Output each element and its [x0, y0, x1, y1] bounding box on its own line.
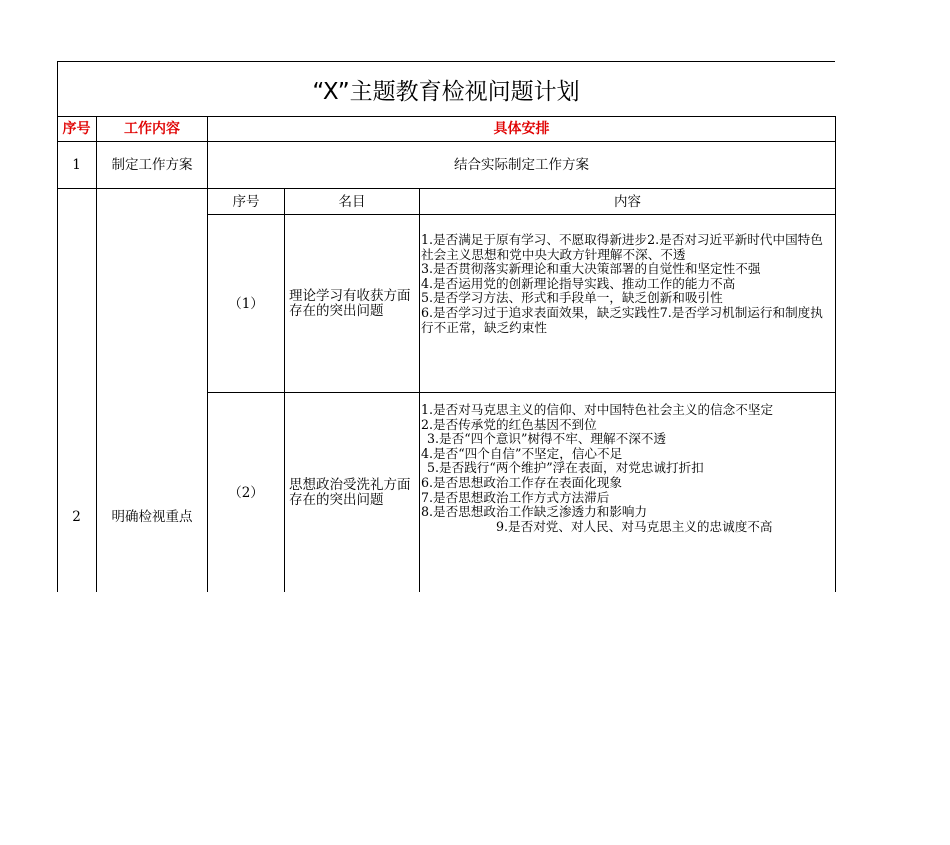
border-right — [835, 116, 836, 592]
border-col-name — [419, 188, 420, 592]
item2-line: 7.是否思想政治工作方式方法滞后 — [421, 489, 610, 505]
item1-line: 1.是否满足于原有学习、不愿取得新进步2.是否对习近平新时代中国特色社会主义思想和党中央大政方针理解不深、不透 — [421, 232, 823, 262]
row1-work: 制定工作方案 — [111, 157, 193, 173]
border-top — [57, 61, 835, 62]
header-arrange: 具体安排 — [493, 121, 550, 137]
row1-seq: 1 — [72, 157, 81, 173]
item1-line: 4.是否运用党的创新理论指导实践、推动工作的能力不高 — [421, 275, 736, 291]
item2-line: 3.是否“四个意识”树得不牢、理解不深不透 — [427, 431, 666, 447]
item1-name-text: 理论学习有收获方面存在的突出问题 — [289, 287, 411, 319]
item2-seq: （2） — [228, 484, 264, 501]
item1-name — [285, 215, 419, 392]
item1-line: 6.是否学习过于追求表面效果，缺乏实践性7.是否学习机制运行和制度执行不正常，缺乏约束性 — [421, 304, 823, 335]
item2-line: 9.是否对党、对人民、对马克思主义的忠诚度不高 — [496, 518, 773, 534]
document-title: “X”主题教育检视问题计划 — [312, 78, 580, 105]
row2-work: 明确检视重点 — [111, 509, 193, 525]
subheader-content: 内容 — [614, 193, 641, 210]
subheader-seq: 序号 — [232, 193, 260, 210]
item2-line: 5.是否践行“两个维护”浮在表面，对党忠诚打折扣 — [427, 460, 704, 476]
row1-detail: 结合实际制定工作方案 — [454, 157, 589, 173]
item2-line: 8.是否思想政治工作缺乏渗透力和影响力 — [421, 504, 648, 520]
item2-name — [285, 393, 419, 592]
item2-content — [421, 403, 834, 534]
item1-line: 3.是否贯彻落实新理论和重大决策部署的自觉性和坚定性不强 — [421, 261, 761, 277]
item1-content — [421, 233, 834, 335]
item2-line: 4.是否“四个自信”不坚定，信心不足 — [421, 445, 623, 461]
header-seq: 序号 — [62, 121, 91, 137]
row2-seq: 2 — [72, 509, 81, 525]
item1-seq: （1） — [228, 295, 264, 312]
header-work: 工作内容 — [124, 121, 180, 137]
item2-line: 6.是否思想政治工作存在表面化现象 — [421, 474, 622, 490]
item2-line: 2.是否传承党的红色基因不到位 — [421, 416, 597, 432]
subheader-name: 名目 — [338, 193, 366, 210]
item2-line: 1.是否对马克思主义的信仰、对中国特色社会主义的信念不坚定 — [421, 402, 774, 417]
item2-name-text: 思想政治受洗礼方面存在的突出问题 — [289, 476, 411, 508]
item1-line: 5.是否学习方法、形式和手段单一，缺乏创新和吸引性 — [421, 290, 723, 306]
